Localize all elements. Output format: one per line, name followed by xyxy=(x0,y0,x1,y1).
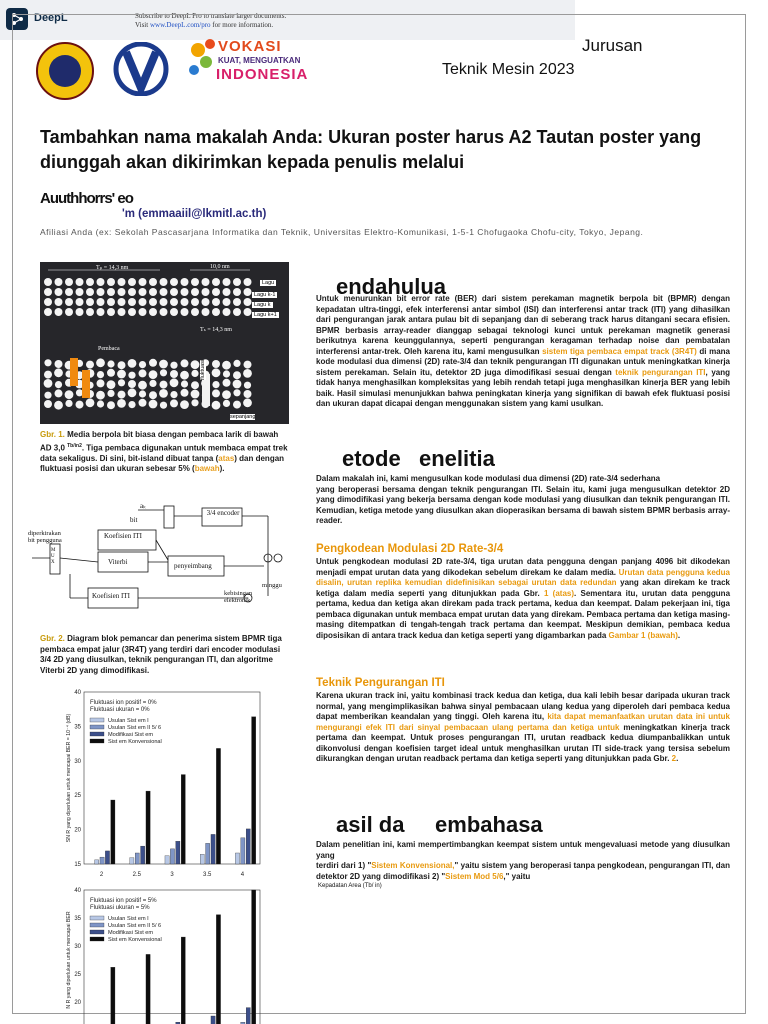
bit-island xyxy=(180,371,189,380)
bit-island xyxy=(233,389,240,396)
bar xyxy=(211,834,215,864)
y-tick-label: 40 xyxy=(74,690,81,696)
bar xyxy=(95,860,99,864)
bit-island xyxy=(128,380,136,388)
bit-island xyxy=(170,391,177,398)
bit-island xyxy=(128,288,136,296)
legend-label: Modifikasi Sist em xyxy=(108,732,154,738)
section-pendahuluan-text: Untuk menurunkan bit error rate (BER) dari sistem perekaman magnetik berpola bit (BPMR) dengan kepadatan ultra-tinggi, efek interferensi antar simbol (ISI) dan interferensi antar track (ITI) yang dihasilkan dari pengurangan jarak antara pulau bit di sepanjang dan di seberang track harus ditangani secara efisien. BPMR berbasis array-reader dianggap sebagai teknologi kunci untuk perekaman magnetik generasi berikutnya karena keunggulannya, seperti pengurangan keragaman terhadap noise dan pembatalan interferensi antar-trek. Oleh karena itu, kami mengusulkan sistem tiga pembaca empat track (3R4T) di mana kode modulasi dua dimensi (2D) rate-3/4 dan teknik pengurangan ITI digunakan untuk meningkatkan kinerja sistem perekaman. Selain itu, detektor 2D juga dimodifikasi sesuai dengan teknik pengurangan ITI, yang tidak hanya menghasilkan kompleksitas yang lebih rendah tetapi juga menghasilkan kinerja BER yang lebih baik. Hasil simulasi menunjukkan bahwa peningkatan kinerja yang signifikan di bawah efek fluktuasi posisi dan ukuran dapat dicapai dengan menggunakan sistem yang kami usulkan. xyxy=(316,294,730,408)
bit-island xyxy=(233,308,241,316)
bit-island xyxy=(170,288,178,296)
bit-island xyxy=(76,308,84,316)
reader-1 xyxy=(70,358,78,386)
bit-island xyxy=(55,278,63,286)
bit-island xyxy=(244,298,252,306)
bit-island xyxy=(149,400,158,409)
bit-island xyxy=(170,399,178,407)
bit-island xyxy=(233,401,241,409)
bit-island xyxy=(107,390,114,397)
bit-island xyxy=(212,368,221,377)
deepl-pro-link[interactable]: www.DeepL.com/pro xyxy=(149,21,211,29)
bit-island xyxy=(86,398,95,407)
y-tick-label: 30 xyxy=(74,944,81,950)
subsection-modulasi-heading: Pengkodean Modulasi 2D Rate-3/4 xyxy=(316,543,504,555)
bit-island xyxy=(191,370,198,377)
bit-island xyxy=(244,308,252,316)
bit-island xyxy=(159,360,168,369)
bit-island xyxy=(160,308,168,316)
bit-island xyxy=(55,389,63,397)
track-label-1: Lagu k-1 xyxy=(254,292,276,298)
bar xyxy=(135,853,139,864)
bit-island xyxy=(222,390,231,399)
legend-swatch xyxy=(90,916,104,920)
legend-swatch xyxy=(90,732,104,736)
bit-island xyxy=(222,361,231,370)
bit-island xyxy=(97,371,104,378)
legend-swatch xyxy=(90,923,104,927)
bit-island xyxy=(44,359,51,366)
bit-island xyxy=(65,298,73,306)
chart-annotation: Fluktuasi ion positif = 5% xyxy=(90,898,157,904)
bit-island xyxy=(76,401,84,409)
bit-island xyxy=(160,298,168,306)
paper-title: Tambahkan nama makalah Anda: Ukuran poster harus A2 Tautan poster yang diunggah akan dikirimkan kepada penulis melalui xyxy=(40,127,702,172)
x-tick-label: 2.5 xyxy=(132,872,141,878)
bar xyxy=(141,846,145,864)
bar xyxy=(246,829,250,864)
figure-2-caption: Gbr. 2. Diagram blok pemancar dan penerima sistem BPMR tiga pembaca empat jalur (3R4T) yang terdiri dari encoder modulasi 3/4 2D yang diusulkan, teknik pengurangan ITI, dan algoritme Viterbi 2D yang dimodifikasi. xyxy=(40,634,282,675)
y-tick-label: 15 xyxy=(74,862,81,868)
bar xyxy=(130,858,134,864)
bit-island xyxy=(107,298,115,306)
bar xyxy=(216,748,220,864)
bit-island xyxy=(243,398,252,407)
track-label-0: Lagu xyxy=(262,280,275,286)
legend-label: Modifikasi Sist em xyxy=(108,930,154,936)
chart-annotation: Fluktuasi ukuran = 5% xyxy=(90,905,150,911)
bit-island xyxy=(170,362,177,369)
legend-swatch xyxy=(90,725,104,729)
bit-island xyxy=(191,399,198,406)
bar xyxy=(105,851,109,864)
x-axis-label: Kepadatan Area (Tb/ in) xyxy=(318,883,382,889)
bit-island xyxy=(65,278,73,286)
bit-island xyxy=(223,370,230,377)
bar xyxy=(181,775,185,864)
bit-island xyxy=(65,390,74,399)
bit-island xyxy=(181,359,189,367)
legend-label: Usulan Sist em I xyxy=(108,718,149,724)
bit-island xyxy=(160,278,168,286)
bit-island xyxy=(191,381,199,389)
legend-label: Usulan Sist em II 5/ 6 xyxy=(108,923,162,929)
bar xyxy=(200,854,204,864)
bit-island xyxy=(65,288,73,296)
bit-island xyxy=(44,298,52,306)
bit-island xyxy=(191,298,199,306)
y-tick-label: 40 xyxy=(74,888,81,894)
bit-island xyxy=(149,359,157,367)
bit-island xyxy=(160,369,167,376)
figure-2-block-diagram: aₖ bit 3/4 encoder diperkirakan bit pengguna Koefisien ITI Viterbi penyeimbang Koefisien ITI kebisingan elektronik minggu M U X xyxy=(28,496,290,616)
author-affiliation: Afiliasi Anda (ex: Sekolah Pascasarjana Informatika dan Teknik, Universitas Elektro-Komunikasi, 1-5-1 Chofugaoka Chofu-city, Tokyo, Jepang. xyxy=(40,227,644,237)
department-label: Jurusan xyxy=(582,36,643,55)
bit-island xyxy=(139,298,147,306)
bit-island xyxy=(96,391,105,400)
bit-island xyxy=(233,371,241,379)
bit-island xyxy=(97,278,105,286)
bit-island xyxy=(138,381,147,390)
bit-island xyxy=(202,278,210,286)
x-tick-label: 4 xyxy=(240,872,245,878)
bar xyxy=(252,890,256,1024)
bar xyxy=(235,853,239,864)
bit-island xyxy=(107,308,115,316)
bit-island xyxy=(76,288,84,296)
bit-island xyxy=(139,288,147,296)
bit-island xyxy=(44,392,51,399)
bit-island xyxy=(128,401,135,408)
bit-island xyxy=(107,360,114,367)
bit-island xyxy=(86,308,94,316)
y-tick-label: 20 xyxy=(74,1000,81,1006)
bar xyxy=(100,857,104,864)
y-tick-label: 20 xyxy=(74,827,81,834)
bit-island xyxy=(65,308,73,316)
bit-island xyxy=(181,288,189,296)
bit-island xyxy=(107,380,116,389)
v-logo-icon xyxy=(108,42,174,96)
bit-island xyxy=(97,288,105,296)
bit-island xyxy=(149,370,158,379)
bit-island xyxy=(181,380,188,387)
bit-island xyxy=(212,401,221,410)
bit-island xyxy=(86,361,94,369)
bit-island xyxy=(107,288,115,296)
bit-island xyxy=(139,361,146,368)
bit-island xyxy=(86,298,94,306)
bar xyxy=(181,937,185,1024)
bit-island xyxy=(96,358,105,367)
bit-island xyxy=(149,308,157,316)
bit-island xyxy=(244,390,252,398)
bit-island xyxy=(181,308,189,316)
figure-1-caption: Gbr. 1. Media berpola bit biasa dengan pembaca larik di bawah AD 3,0 $^{Tb/in2}$. Tiga pembaca digunakan untuk membaca empat trek data sekaligus. Di sini, bit-island dibuat tanpa (atas) dan dengan fluktuasi posisi dan ukuran sebesar 5% (bawah). xyxy=(40,430,288,474)
bit-island xyxy=(55,381,62,388)
bit-island xyxy=(212,308,220,316)
bit-island xyxy=(223,379,231,387)
bit-island xyxy=(128,388,137,397)
bit-island xyxy=(233,288,241,296)
y-tick-label: 25 xyxy=(74,972,81,978)
chart-snr-0-percent xyxy=(60,688,270,880)
bit-island xyxy=(65,400,72,407)
bit-island xyxy=(118,298,126,306)
bit-island xyxy=(44,400,52,408)
bit-island xyxy=(44,288,52,296)
x-tick-label: 3.5 xyxy=(203,872,212,878)
bit-island xyxy=(139,369,147,377)
bit-island xyxy=(160,402,167,409)
paper-authors: Auuthhorrs' eo xyxy=(40,190,133,207)
bar xyxy=(146,791,150,864)
bit-island xyxy=(212,381,219,388)
deepl-brand[interactable]: DeepL xyxy=(34,12,68,24)
bit-island xyxy=(233,380,242,389)
x-tick-label: 3 xyxy=(170,872,174,878)
bit-island xyxy=(55,288,63,296)
section-metode-heading: etode enelitia xyxy=(342,446,495,471)
bit-island xyxy=(181,278,189,286)
bit-island xyxy=(117,370,126,379)
section-metode-intro: Dalam makalah ini, kami mengusulkan kode modulasi dua dimensi (2D) rate-3/4 sederhana yang beroperasi bersama dengan teknik pengurangan ITI. Selain itu, kami juga mengusulkan detektor 2D yang dimodifikasi yang bekerja bersama dengan kode modulasi yang diusulkan dan teknik pengurangan ITI. Kemudian, ketiga metode yang diusulkan akan dioperasikan bersama di bawah sistem BPMR berbasis array-reader. xyxy=(316,474,730,525)
bit-island xyxy=(181,298,189,306)
track-label-2: Lagu k xyxy=(254,302,271,308)
bit-island xyxy=(233,360,240,367)
bit-island xyxy=(76,278,84,286)
bar xyxy=(246,1008,250,1024)
bit-island xyxy=(128,359,137,368)
legend-swatch xyxy=(90,739,104,743)
bit-island xyxy=(170,370,178,378)
bit-island xyxy=(44,371,52,379)
bit-island xyxy=(160,381,168,389)
bit-island xyxy=(170,278,178,286)
bit-island xyxy=(128,278,136,286)
bar xyxy=(170,849,174,864)
bit-island xyxy=(160,288,168,296)
y-axis-label: SN R yang diperlukan untuk mencapai BER = 10⁻⁴ (dB) xyxy=(66,713,72,843)
bit-island xyxy=(202,308,210,316)
bar xyxy=(241,838,245,864)
subsection-iti-heading: Teknik Pengurangan ITI xyxy=(316,677,445,689)
bit-island xyxy=(44,308,52,316)
section-hasil-heading: asil da embahasa xyxy=(336,812,543,837)
bit-island xyxy=(233,278,241,286)
bit-island xyxy=(97,308,105,316)
y-tick-label: 25 xyxy=(74,793,81,800)
bit-island xyxy=(223,298,231,306)
author-email: 'm (emmaaiil@lkmitl.ac.th) xyxy=(122,208,267,220)
bit-island xyxy=(191,390,200,399)
legend-swatch xyxy=(90,930,104,934)
bit-island xyxy=(170,308,178,316)
bar xyxy=(206,843,210,864)
reader-2 xyxy=(82,370,90,398)
legend-label: Usulan Sist em I xyxy=(108,916,149,922)
y-tick-label: 35 xyxy=(74,916,81,922)
bit-island xyxy=(97,298,105,306)
bit-island xyxy=(118,288,126,296)
legend-swatch xyxy=(90,937,104,941)
bit-island xyxy=(244,278,252,286)
bit-island xyxy=(149,298,157,306)
bit-island xyxy=(55,308,63,316)
subsection-modulasi-text: Untuk pengkodean modulasi 2D rate-3/4, tiga urutan data pengguna dengan panjang 4096 bit dikodekan menjadi empat urutan data yang dikodekan sebelum direkam ke dalam media. Urutan data pengguna kedua disalin, urutan replika kemudian didefinisikan sebagai urutan data redundan yang akan direkam ke track ketiga dalam media seperti yang ditunjukkan pada Gbr. 1 (atas). Sementara itu, urutan data pengguna pertama, kedua dan ketiga akan direkam pada track pertama, kedua dan keempat. Dalam pekerjaan ini, tiga pembaca digunakan untuk membaca empat urutan data yang direkam. Pembaca pertama dan ketiga masing-masing ditempatkan di tengah-tengah track pertama dan keempat. Meskipun demikian, pembaca kedua diposisikan di antara track kedua dan ketiga seperti yang digambarkan pada Gambar 1 (bawah). xyxy=(316,557,731,640)
bit-island xyxy=(244,382,251,389)
bit-island xyxy=(191,308,199,316)
bit-island xyxy=(202,288,210,296)
section-pendahuluan-heading: endahulua xyxy=(336,274,447,299)
bar xyxy=(111,800,115,864)
bit-island xyxy=(223,278,231,286)
bit-island xyxy=(180,400,189,409)
chart-annotation: Fluktuasi ion positif = 0% xyxy=(90,700,157,706)
bit-island xyxy=(54,401,63,410)
y-tick-label: 30 xyxy=(74,758,81,765)
bit-island xyxy=(212,389,220,397)
y-axis-label: N R yang diperlukan untuk mencapai BER xyxy=(66,911,72,1009)
bit-island xyxy=(118,361,126,369)
bit-island xyxy=(118,391,126,399)
bit-island xyxy=(44,278,52,286)
bit-island xyxy=(244,288,252,296)
bit-island xyxy=(191,288,199,296)
bit-island xyxy=(212,288,220,296)
bit-island xyxy=(191,278,199,286)
bit-island xyxy=(54,368,63,377)
bit-island xyxy=(139,390,146,397)
section-hasil-text: Dalam penelitian ini, kami mempertimbangkan keempat sistem untuk mengevaluasi metode yang diusulkan yang terdiri dari 1) "Sistem Konvensional," yaitu sistem yang beroperasi tanpa pengkodean, pengurangan ITI, dan detektor 2D yang dimodifikasi 2) "Sistem Mod 5/6," yaitu xyxy=(316,840,730,881)
bit-island xyxy=(212,278,220,286)
bit-island xyxy=(170,298,178,306)
bit-island xyxy=(223,400,230,407)
bit-island xyxy=(118,379,125,386)
bit-island xyxy=(191,360,200,369)
bit-island xyxy=(149,288,157,296)
bit-island xyxy=(139,278,147,286)
bit-island xyxy=(159,389,168,398)
bit-island xyxy=(55,360,63,368)
bit-island xyxy=(117,399,126,408)
bit-island xyxy=(118,308,126,316)
bit-island xyxy=(149,278,157,286)
bit-island xyxy=(76,298,84,306)
bit-island xyxy=(128,308,136,316)
bit-island xyxy=(86,278,94,286)
x-tick-label: 2 xyxy=(99,872,104,878)
figure-1-bit-patterned-media: Tₚ = 14,3 nm 10,0 nm Tₛ = 14,3 nm Lagu Lagu k-1 Lagu k Lagu k+1 Pembaca fluktuasi sepanjang xyxy=(40,262,289,424)
bar xyxy=(176,841,180,864)
bit-island xyxy=(118,278,126,286)
bit-island xyxy=(244,361,252,369)
bit-island xyxy=(55,298,63,306)
bar xyxy=(146,954,150,1024)
university-seal-logo xyxy=(36,42,94,100)
bit-island xyxy=(97,400,104,407)
bar xyxy=(216,915,220,1024)
bit-island xyxy=(97,379,105,387)
bit-island xyxy=(212,360,220,368)
bit-island xyxy=(107,401,115,409)
chart-snr-5-percent xyxy=(60,886,270,1024)
vokasi-logo: VOKASI KUAT, MENGUATKAN INDONESIA xyxy=(186,36,302,96)
deepl-subscribe-text: Subscribe to DeepL Pro to translate larger documents. Visit www.DeepL.com/pro for more information. xyxy=(135,12,287,29)
bit-island xyxy=(128,372,135,379)
bit-island xyxy=(44,379,53,388)
legend-label: Sist em Konvensional xyxy=(108,739,162,745)
bit-island xyxy=(149,380,156,387)
program-label: Teknik Mesin 2023 xyxy=(442,61,575,78)
bit-island xyxy=(139,308,147,316)
track-label-3: Lagu k+1 xyxy=(254,312,277,318)
bar xyxy=(165,856,169,864)
bit-island xyxy=(139,399,147,407)
bit-island xyxy=(107,278,115,286)
bit-island xyxy=(86,288,94,296)
bit-island xyxy=(149,391,157,399)
bit-island xyxy=(128,298,136,306)
bit-island xyxy=(202,298,210,306)
bit-island xyxy=(243,369,252,378)
bit-island xyxy=(223,308,231,316)
bit-island xyxy=(223,288,231,296)
bit-island xyxy=(107,369,115,377)
bit-island xyxy=(212,298,220,306)
bar xyxy=(111,967,115,1024)
subsection-iti-text: Karena ukuran track ini, yaitu kombinasi track kedua dan ketiga, dua kali lebih besar daripada ukuran track normal, yang mengimplikasikan bahwa sinyal pembacaan ulang kedua yang diperoleh dari pembaca kedua dapat memberikan keandalan yang tinggi. Oleh karena itu, kita dapat memanfaatkan urutan data ini untuk mengurangi efek ITI dari sinyal pembacaan ulang pertama dan ketiga untuk meningkatkan kinerja track pertama dan keempat. Untuk proses pengurangan ITI, urutan readback kedua diumpanbalikkan untuk dikonvolusi dengan koefisien target ideal untuk menghasilkan urutan ITI side-track yang tersisa sebelum dikurangkan dengan urutan readback pertama dan ketiga seperti yang ditunjukkan pada Gbr. 2. xyxy=(316,691,730,763)
legend-swatch xyxy=(90,718,104,722)
legend-label: Sist em Konvensional xyxy=(108,937,162,943)
y-tick-label: 35 xyxy=(74,724,81,731)
legend-label: Usulan Sist em II 5/ 6 xyxy=(108,725,162,731)
chart-annotation: Fluktuasi ukuran = 0% xyxy=(90,707,150,713)
bar xyxy=(211,1016,215,1024)
bar xyxy=(252,717,256,864)
bit-island xyxy=(170,378,179,387)
bit-island xyxy=(233,298,241,306)
bit-island xyxy=(181,389,189,397)
